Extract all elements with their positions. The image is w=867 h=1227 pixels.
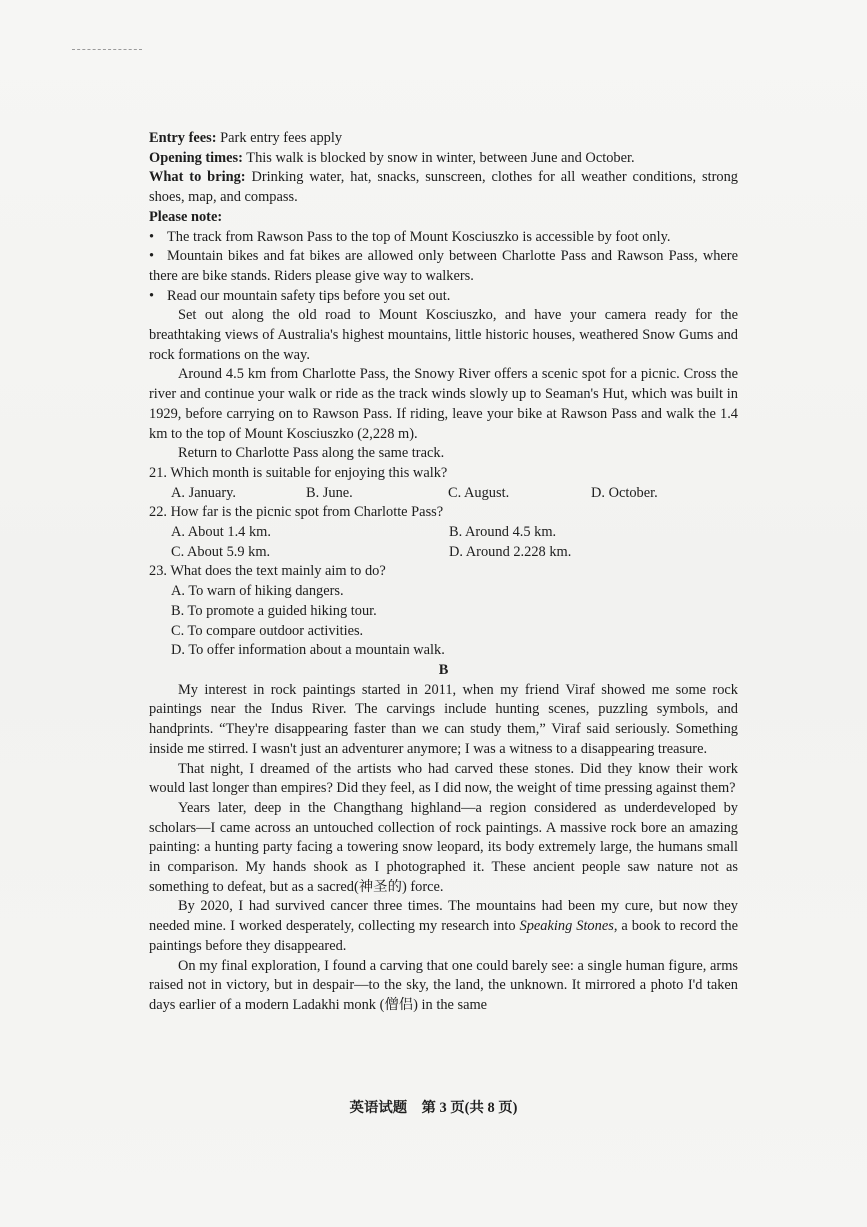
note-item xyxy=(149,287,738,307)
passage-b-paragraph: My interest in rock paintings started in 2011, when my friend Viraf showed me some rock paintings near the Indus River. The carvings include hunting scenes, puzzling symbols, and handprints. “They're disappearing faster than we can study them,” Viraf said seriously. Something inside me stirred. I wasn't just an adventurer anymore; I was a witness to a disappearing treasure. xyxy=(149,681,738,757)
note-text: The track from Rawson Pass to the top of Mount Kosciuszko is accessible by foot only. xyxy=(167,228,671,245)
entry-fees-label: Entry fees: xyxy=(149,130,217,146)
note-text: Read our mountain safety tips before you set out. xyxy=(167,287,451,304)
bullet-icon: • xyxy=(149,228,155,245)
what-to-bring-value: Drinking water, hat, snacks, sunscreen, clothes for all weather conditions, strong shoes, map, and compass. xyxy=(149,169,738,206)
option-d: D. To offer information about a mountain walk. xyxy=(171,642,445,659)
section-heading-b: B xyxy=(438,661,449,678)
option-d: D. October. xyxy=(591,484,658,501)
paragraph-text: By 2020, I had survived cancer three times. The mountains had been my cure, but now they needed mine. I worked desperately, collecting my research into xyxy=(149,898,738,935)
passage-paragraph: Return to Charlotte Pass along the same track. xyxy=(178,445,445,462)
book-title: Speaking Stones xyxy=(519,918,614,935)
option-b: B. June. xyxy=(306,484,353,501)
note-item xyxy=(149,228,738,248)
option-c: C. About 5.9 km. xyxy=(171,543,271,560)
bullet-icon: • xyxy=(149,287,155,304)
opening-times-line xyxy=(149,149,738,169)
question-23-stem: 23. What does the text mainly aim to do? xyxy=(149,563,386,580)
passage-b-paragraph: On my final exploration, I found a carving that one could barely see: a single human figure, arms raised not in victory, but in despair—to the sky, the land, the unknown. It mirrored a photo I'd taken days earlier of a modern Ladakhi monk (僧侣) in the same xyxy=(149,957,738,1013)
passage-paragraph: Around 4.5 km from Charlotte Pass, the Snowy River offers a scenic spot for a picnic. Cross the river and continue your walk or ride as the track winds slowly up to Seaman's Hut, which was built in 1929, before carrying on to Rawson Pass. If riding, leave your bike at Rawson Pass and walk the 1.4 km to the top of Mount Kosciuszko (2,228 m). xyxy=(149,366,738,442)
option-d: D. Around 2.228 km. xyxy=(449,543,572,560)
question-22-options-row1 xyxy=(149,523,738,543)
page-footer: 英语试题 第 3 页(共 8 页) xyxy=(349,1100,518,1116)
please-note-label: Please note: xyxy=(149,208,223,225)
question-22-options-row2 xyxy=(149,543,738,563)
option-c: C. To compare outdoor activities. xyxy=(171,622,364,639)
passage-paragraph: Set out along the old road to Mount Kosciuszko, and have your camera ready for the breathtaking views of Australia's highest mountains, little historic houses, weathered Snow Gums and rock formations on the way. xyxy=(149,307,738,363)
option-b: B. To promote a guided hiking tour. xyxy=(171,602,377,619)
page-content xyxy=(149,129,738,1016)
question-21-options xyxy=(149,484,738,504)
what-to-bring-line xyxy=(149,168,738,207)
option-a: A. To warn of hiking dangers. xyxy=(171,583,344,600)
what-to-bring-label: What to bring: xyxy=(149,169,246,186)
note-item xyxy=(149,247,738,286)
paragraph-text: , a book to record the paintings before they disappeared. xyxy=(149,918,739,954)
option-a: A. About 1.4 km. xyxy=(171,524,271,541)
question-21-stem: 21. Which month is suitable for enjoying this walk? xyxy=(149,464,448,481)
passage-b-paragraph: That night, I dreamed of the artists who had carved these stones. Did they know their work would last longer than empires? Did they feel, as I did now, the weight of time pressing against them? xyxy=(149,760,738,797)
passage-b-paragraph: Years later, deep in the Changthang highland—a region considered as underdeveloped by scholars—I came across an untouched collection of rock paintings. A massive rock bore an amazing painting: a hunting party facing a towering snow leopard, its body extremely large, the humans small in comparison. My hands shook as I photographed it. These ancient people saw nature not as something to defeat, but as a sacred(神圣的) force. xyxy=(149,799,738,895)
option-b: B. Around 4.5 km. xyxy=(449,524,557,541)
entry-fees-value: Park entry fees apply xyxy=(216,130,343,146)
option-c: C. August. xyxy=(448,484,510,501)
bullet-icon: • xyxy=(149,248,155,265)
question-22-stem: 22. How far is the picnic spot from Charlotte Pass? xyxy=(149,504,444,521)
entry-fees-line xyxy=(149,129,738,149)
scan-mark xyxy=(72,49,142,52)
note-text: Mountain bikes and fat bikes are allowed only between Charlotte Pass and Rawson Pass, where there are bike stands. Riders please give way to walkers. xyxy=(149,248,738,284)
opening-times-label: Opening times: xyxy=(149,149,243,166)
option-a: A. January. xyxy=(171,484,237,501)
opening-times-value: This walk is blocked by snow in winter, between June and October. xyxy=(242,149,635,166)
passage-b-paragraph xyxy=(149,897,738,956)
